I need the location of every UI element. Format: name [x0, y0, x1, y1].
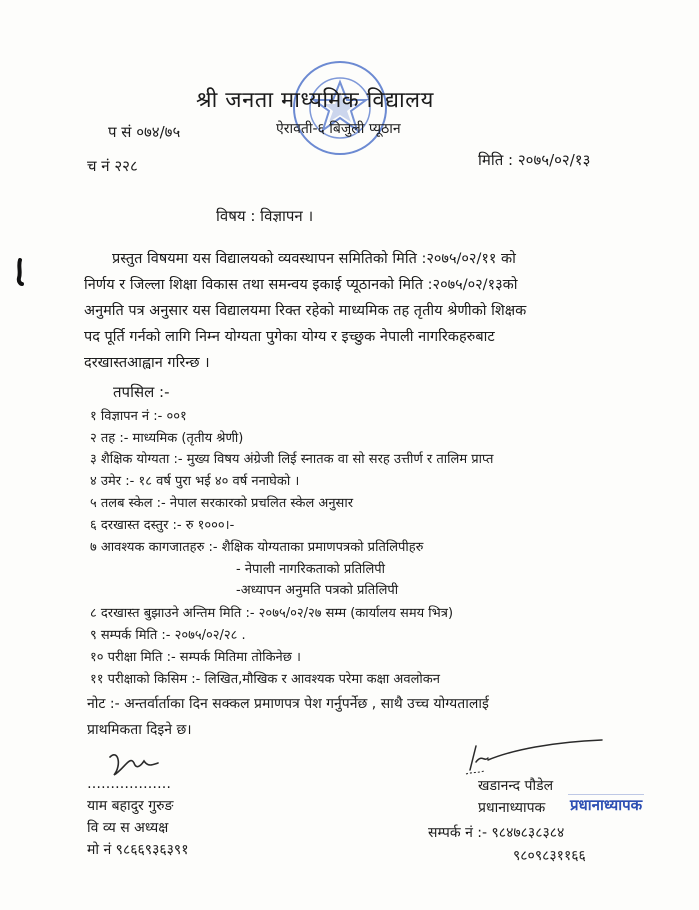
detail-item: ७ आवश्यक कागजातहरु :- शैक्षिक योग्यताका प्रमाणपत्रको प्रतिलिपीहरु	[90, 540, 424, 555]
body-line: प्रस्तुत विषयमा यस विद्यालयको व्यवस्थापन समितिको मिति :२०७५/०२/११ को	[112, 251, 516, 267]
signature-dots: ………………	[87, 776, 171, 792]
margin-mark	[12, 258, 28, 286]
signatory-right-phone-2: ९८०९८३११६६	[513, 848, 586, 864]
details-heading: तपसिल :-	[113, 383, 170, 401]
signatory-left-name: याम बहादुर गुरुङ	[87, 798, 174, 814]
detail-sub-item: -अध्यापन अनुमति पत्रको प्रतिलिपी	[236, 583, 399, 598]
principal-stamp: प्रधानाध्यापक	[570, 796, 643, 814]
detail-item: ९ सम्पर्क मिति :- २०७५/०२/२८ .	[90, 628, 246, 643]
detail-item: ११ परीक्षाको किसिम :- लिखित,मौखिक र आवश्यक परेमा कक्षा अवलोकन	[90, 672, 440, 687]
detail-item: ३ शैक्षिक योग्यता :- मुख्य विषय अंग्रेजी लिई स्नातक वा सो सरह उत्तीर्ण र तालिम प्राप्त	[90, 452, 494, 467]
dispatch-number: च नं २२८	[87, 157, 138, 175]
body-line: निर्णय र जिल्ला शिक्षा विकास तथा समन्वय इकाई प्यूठानको मिति :२०७५/०२/१३को	[84, 277, 518, 293]
body-line: अनुमति पत्र अनुसार यस विद्यालयमा रिक्त रहेको माध्यमिक तह तृतीय श्रेणीको शिक्षक	[84, 303, 527, 319]
detail-item: २ तह :- माध्यमिक (तृतीय श्रेणी)	[90, 431, 244, 446]
signatory-right-name: खडानन्द पौडेल	[478, 778, 554, 794]
body-line: पद पूर्ति गर्नको लागि निम्न योग्यता पुगेका योग्य र इच्छुक नेपाली नागरिकहरुबाट	[84, 329, 495, 345]
signatory-left-title: वि व्य स अध्यक्ष	[87, 820, 169, 836]
signatory-right-phone: सम्पर्क नं :- ९८४७८३८३८४	[428, 825, 565, 841]
note-line: नोट :- अन्तर्वार्ताका दिन सक्कल प्रमाणपत्र पेश गर्नुपर्नेछ , साथै उच्च योग्यतालाई	[87, 696, 489, 712]
signature-right-icon	[462, 732, 612, 780]
note-line: प्राथमिकता दिइने छ।	[87, 722, 192, 738]
detail-item: ५ तलब स्केल :- नेपाल सरकारको प्रचलित स्केल अनुसार	[90, 496, 354, 511]
letter-subject: विषय : विज्ञापन ।	[216, 207, 314, 225]
detail-item: १० परीक्षा मिति :- सम्पर्क मितिमा तोकिनेछ ।	[90, 650, 301, 665]
school-address: ऐरावती-६ बिजुली प्यूठान	[276, 121, 401, 137]
body-paragraph	[84, 246, 620, 376]
letter-date: मिति : २०७५/०२/१३	[478, 151, 591, 169]
signatory-left	[87, 773, 188, 861]
signatory-left-phone: मो नं ९८६६९३६३९१	[87, 842, 189, 858]
detail-item: ८ दरखास्त बुझाउने अन्तिम मिति :- २०७५/०२/२७ सम्म (कार्यालय समय भित्र)	[90, 606, 454, 621]
reference-number: प सं ०७४/७५	[108, 123, 181, 141]
signatory-right	[478, 775, 553, 819]
detail-item: १ विज्ञापन नं :- ००१	[90, 409, 187, 424]
body-line: दरखास्तआह्वान गरिन्छ ।	[84, 355, 210, 371]
detail-item: ६ दरखास्त दस्तुर :- रु १०००।-	[90, 518, 235, 533]
detail-sub-item: - नेपाली नागरिकताको प्रतिलिपी	[236, 562, 386, 577]
signatory-right-title: प्रधानाध्यापक	[478, 800, 546, 816]
detail-item: ४ उमेर :- १८ वर्ष पुरा भई ४० वर्ष ननाघेको ।	[90, 474, 300, 489]
school-name: श्री जनता माध्यमिक विद्यालय	[196, 88, 434, 113]
